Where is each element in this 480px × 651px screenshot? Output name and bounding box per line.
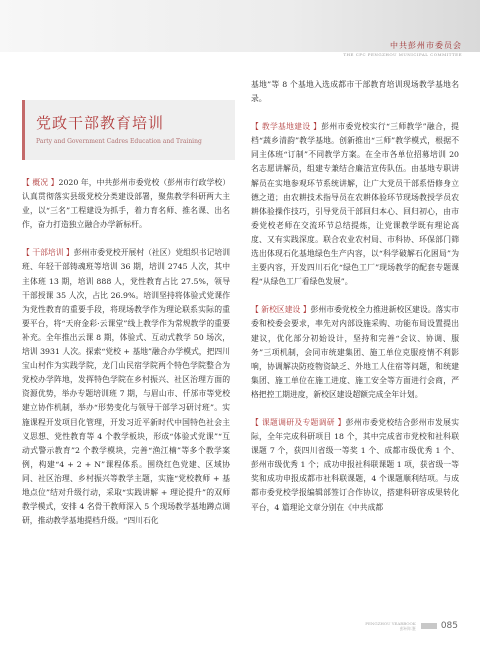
overview-text: 2020 年，中共彭州市委党校（彭州市行政学校）认真贯彻落实县级党校分类建设部署，聚焦教学科研两大主业，以“三名”工程建设为抓手，着力育名师、推名课、出名作，奋力打造独立融合办学新标杆。 xyxy=(22,178,230,230)
research-text: 彭州市委党校结合彭州市发展实际，全年完成科研项目 18 个，其中完成省市党校和社科联课题 7 个，获四川省级一等奖 1 个、成都市级优秀 1 个、彭州市级优秀 1 个；成功申报社科联课题 1 项，获省级一等奖和成功申报成都市社科联课题，4 个课题顺利结项。与成都市委党校学报编辑部签订合作协议，搭建科研容成果转化平台，4 篇理论文章分别在《中共成都 xyxy=(251,417,459,512)
footer-label-cn: 彭州年鉴 xyxy=(399,626,416,631)
overview-tag: 【 概况 】 xyxy=(22,178,59,187)
section-title-en: Party and Government Cadres Education and Training xyxy=(36,138,202,145)
paragraph-research xyxy=(251,416,459,515)
running-header xyxy=(343,40,462,57)
paragraph-new-campus xyxy=(251,303,459,402)
footer-label xyxy=(365,621,416,631)
footer-label-en: PENGZHOU YEARBOOK xyxy=(365,621,416,626)
section-title-box xyxy=(22,100,235,160)
teaching-base-tag: 【 教学基地建设 】 xyxy=(251,122,322,132)
section-title: 党政干部教育培训 xyxy=(36,114,165,132)
research-tag: 【 课题调研及专题调研 】 xyxy=(251,417,346,427)
new-campus-tag: 【 新校区建设 】 xyxy=(251,305,311,315)
paragraph-continued: 基地”等 8 个基地入选成都市干部教育培训现场教学基地名录。 xyxy=(251,80,459,104)
paragraph-overview xyxy=(22,176,230,232)
header-title: 中共彭州市委员会 xyxy=(390,41,462,50)
new-campus-text: 彭州市委党校全力推进新校区建设。落实市委和校委会要求，率先对内部设施采购、功能布局设置提出建议，优化部分初始设计，坚持和完善“会议、协调、服务”三项机制，会同市统建集团、施工单位克服疫情不利影响，协调解决防疫物资缺乏、外地工人住宿等问题，和统建集团、施工单位在施工进度、施工安全等方面进行会商，严格把控工期进度，新校区建设超额完成全年计划。 xyxy=(251,305,459,399)
page-number: 085 xyxy=(440,621,458,631)
paragraph-teaching-base xyxy=(251,120,459,289)
cadre-training-text: 彭州市委党校开展村（社区）党组织书记培训班、年轻干部铸魂班等培训 36 期，培训 2745 人次，其中主体班 13 期，培训 888 人，党性教育占比 27.5%，领导干部授课 35 人次，占比 26.9%。培训坚持将体验式党课作为党性教育的重要手段，将现场教学作为理论联系实际的重要平台，将“天府金彩·云课堂”线上教学作为常规教学的重要补充。全年推出云课 8 期，体验式、互动式教学 50 场次，培训 3931 人次。探索“党校 + 基地”融合办学模式，把四川宝山村作为实践学院，龙门山民宿学院两个特色学院整合为党校办学阵地，发挥特色学院在乡村振兴、社区治理方面的资源优势，举办专题培训班 7 期，与眉山市、仟邡市等党校建立协作机制，举办“形势变化与领导干部学习研讨班”。实施课程开发项目化管理，开发习近平新时代中国特色社会主义思想、党性教育等 4 个教学板块，形成“体验式党课”“互动式警示教育”2 个教学模块，完善“渔江楠”等多个教学案例，构建“4 + 2 + N”课程体系。围绕红色党建、区域协同、社区治理、乡村振兴等教学主题，实施“党校教师 + 基地点位”结对升级行动，采取“实践讲解 + 理论提升”的双师教学模式，安排 4 名骨干教师深入 5 个现场教学基地蹲点调研，推动教学基地提档升级。“四川石化 xyxy=(22,248,230,526)
paragraph-cadre-training xyxy=(22,246,230,528)
header-subtitle: THE CPC PENGZHOU MUNICIPAL COMMITTEE xyxy=(343,52,462,57)
right-column xyxy=(251,78,459,515)
left-column xyxy=(22,176,230,528)
footer-bar xyxy=(421,623,437,629)
page-footer xyxy=(365,621,458,631)
cadre-training-tag: 【 干部培训 】 xyxy=(22,248,74,258)
teaching-base-text: 彭州市委党校实行“三师教学”融合，提档“蔬乡清韵”教学基地。创新推出“三师”教学模式，根据不同主体班“订制”不同教学方案。在全市各单位招募培训 20 名志愿讲解员，组建专兼结合廉洁宣传队伍。由基地专职讲解员在实地参观环节系统讲解，让广大党员干部系悟修身立德之道；由农耕技术指导员在农耕体验环节现场教授学员农耕体验操作技巧，引导党员干部回归本心、回归初心，由市委党校老师在交流环节总结提炼，让党课教学既有理论高度、又有实践深度。联合农业农村局、市科协、环保部门筛选出体现石化基地绿色生产内容，以“科学破解石化困局”为主要内容，开发四川石化“绿色工厂”现场教学的配套专题课程“从绿色工厂看绿色发展”。 xyxy=(251,122,459,287)
